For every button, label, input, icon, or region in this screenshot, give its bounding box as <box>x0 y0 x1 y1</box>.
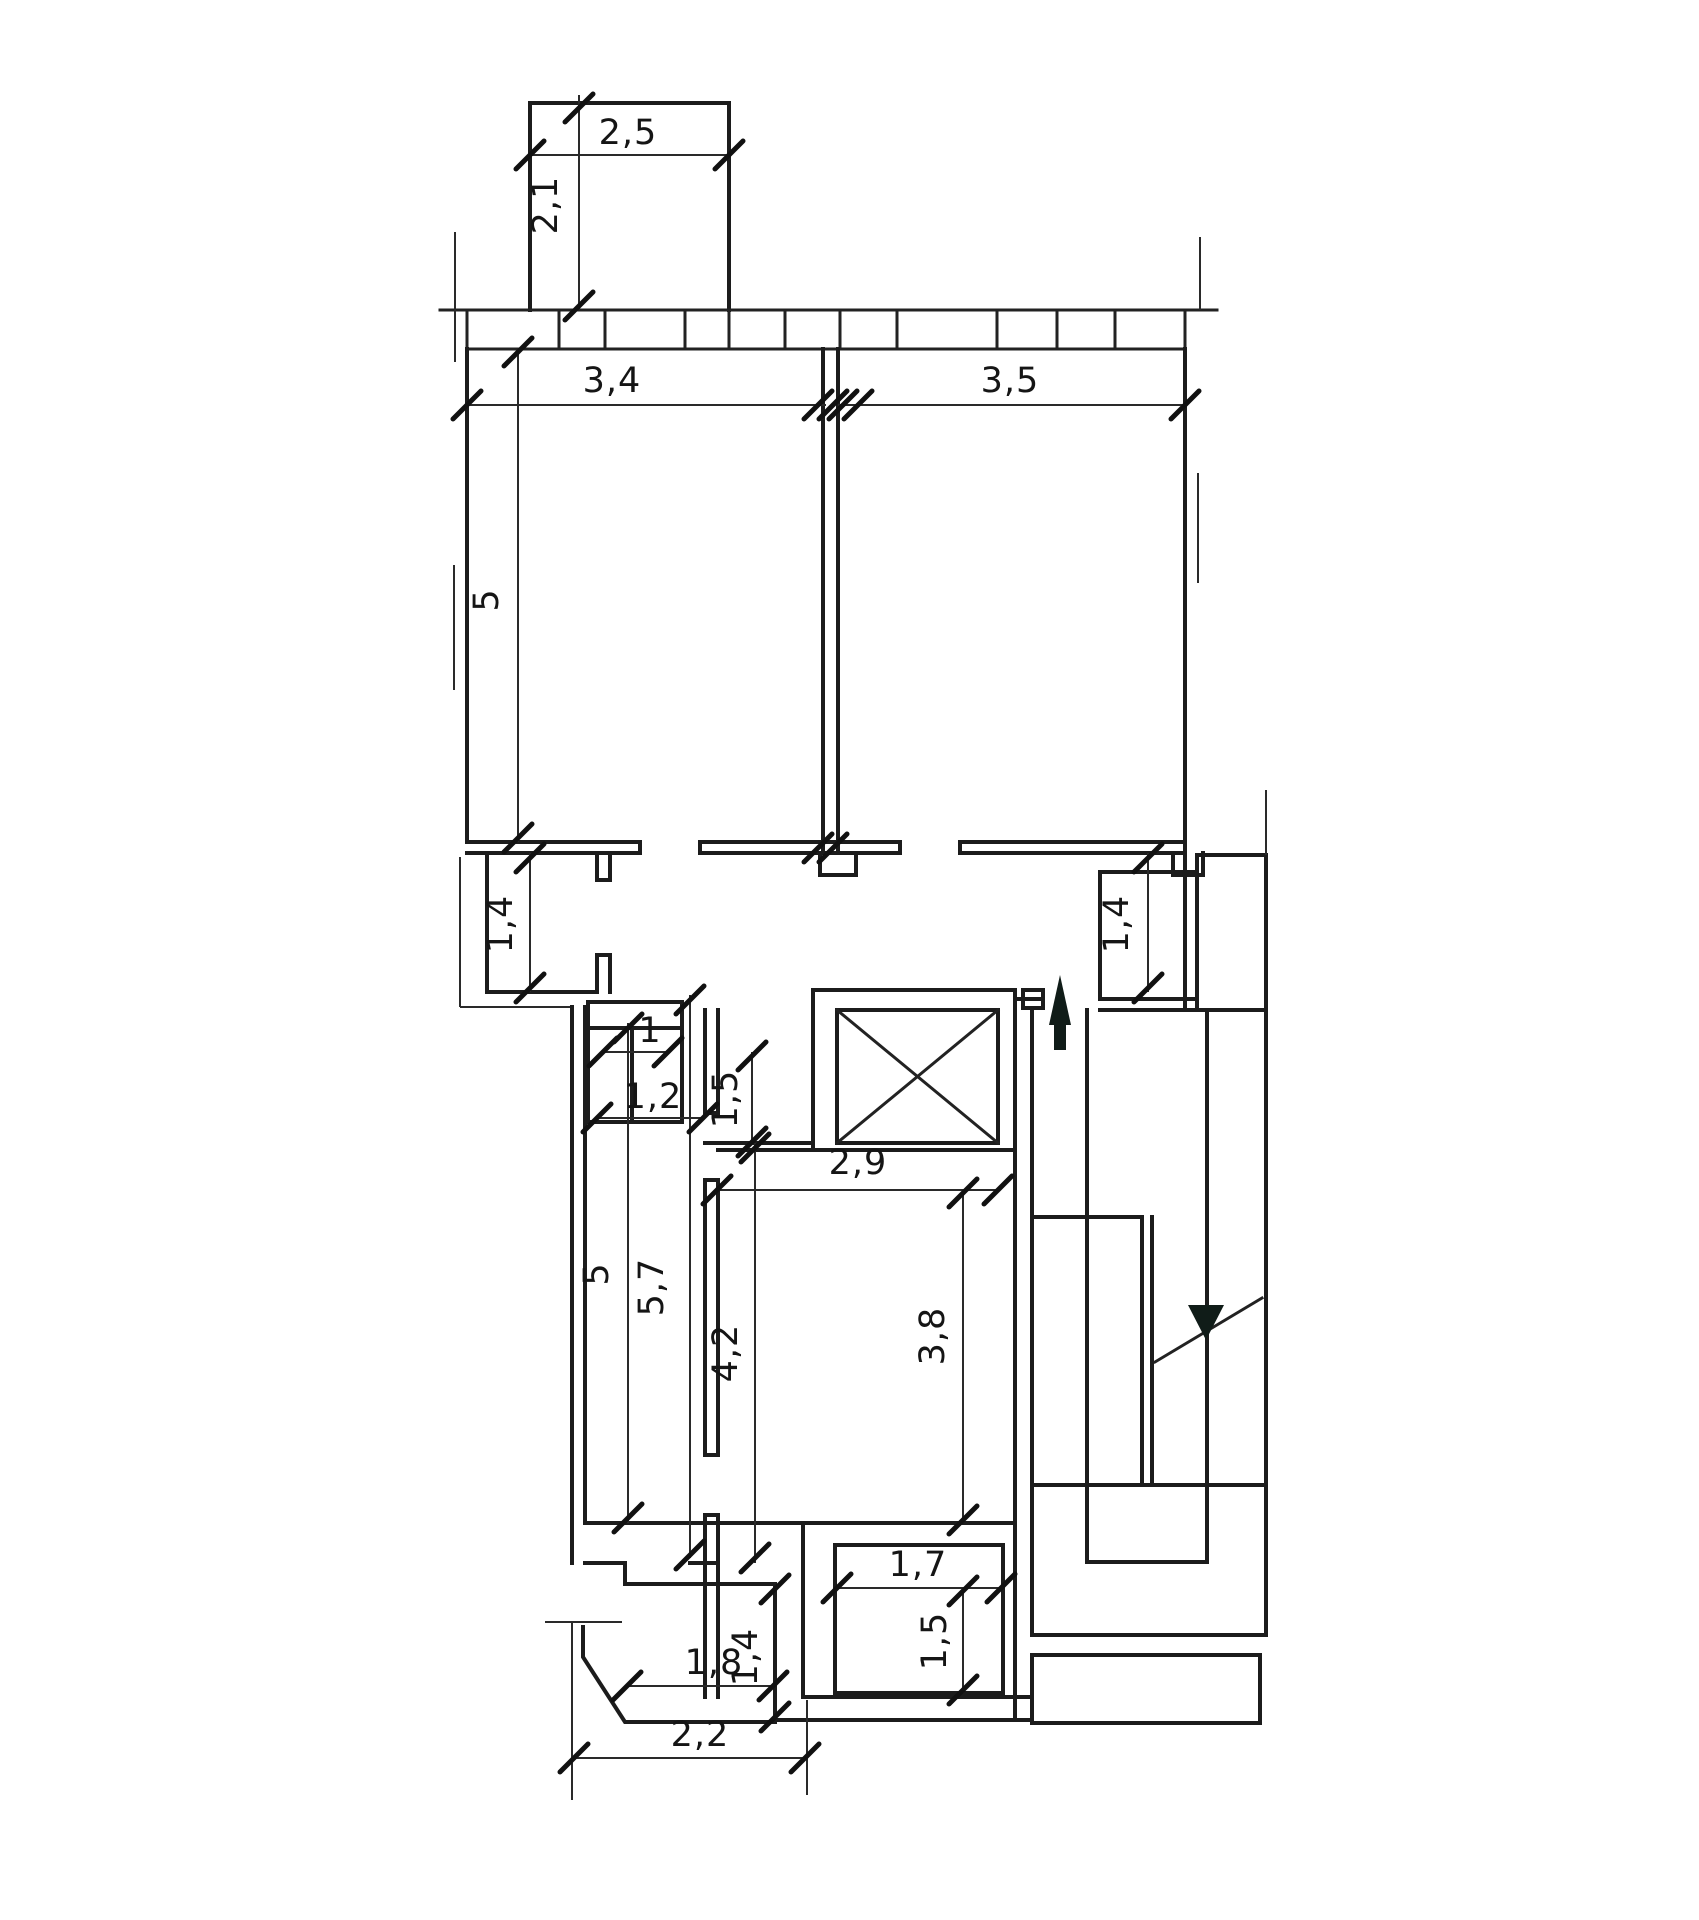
dim-label-wc-width: 1 <box>638 1011 662 1051</box>
facade-window-jambs <box>467 310 1185 349</box>
elevator-cross-icon <box>837 1010 998 1143</box>
dim-label-top-balcony-depth: 2,1 <box>526 175 566 235</box>
dim-label-corridor-full-length: 5,7 <box>632 1257 672 1317</box>
entrance <box>1049 975 1071 1050</box>
elevator-shaft <box>813 990 1015 1150</box>
dim-label-bathroom-depth: 1,5 <box>915 1611 955 1671</box>
dim-label-living-inner-length: 3,8 <box>913 1306 953 1366</box>
dim-label-left-loggia-depth: 1,4 <box>481 894 521 954</box>
corridor-end-walls <box>585 1523 718 1584</box>
dim-label-left-room-width: 3,4 <box>582 361 642 401</box>
entrance-arrow-stem <box>1054 1022 1066 1050</box>
dim-label-hall-width: 1,2 <box>623 1077 683 1117</box>
rooms-bottom-wall <box>467 842 1185 853</box>
dim-label-bathroom-width: 1,7 <box>888 1545 948 1585</box>
dim-label-bottom-balcony-depth: 1,4 <box>726 1627 766 1687</box>
dim-label-vestibule-depth: 1,4 <box>1097 894 1137 954</box>
extension-lines <box>454 232 1266 1800</box>
dimension-lines <box>467 95 1185 1758</box>
dim-label-top-balcony-width: 2,5 <box>598 113 658 153</box>
living-room-walls <box>718 1010 1032 1723</box>
upper-rooms-walls <box>467 349 1203 1010</box>
rooms-partition-wall <box>823 349 838 853</box>
entrance-arrow-icon <box>1049 975 1071 1025</box>
dim-label-right-room-width: 3,5 <box>980 361 1040 401</box>
dim-label-passage-width: 2,9 <box>828 1143 888 1183</box>
dimension-labels <box>467 113 1137 1755</box>
dim-label-bottom-balcony-outer-width: 2,2 <box>670 1715 730 1755</box>
dim-label-living-length: 4,2 <box>706 1323 746 1383</box>
dim-label-hall-depth: 1,5 <box>706 1069 746 1129</box>
dim-label-bottom-balcony-width: 1,8 <box>684 1643 744 1683</box>
dim-label-corridor-length: 5 <box>577 1262 617 1286</box>
dim-label-left-room-depth: 5 <box>467 588 507 612</box>
